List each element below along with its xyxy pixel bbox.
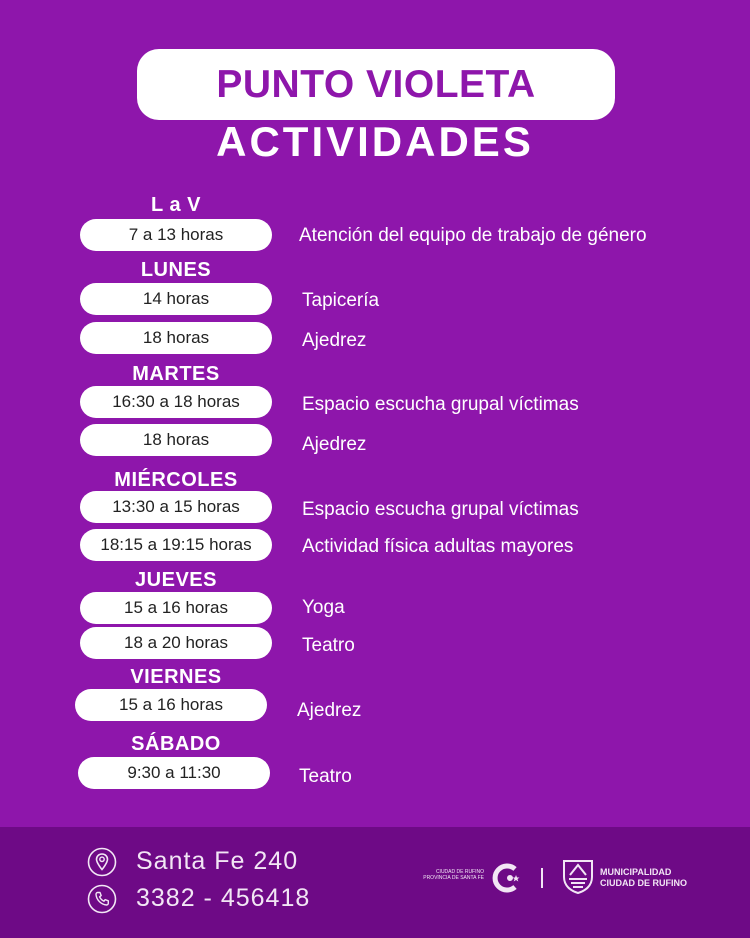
logo-caption-line: PROVINCIA DE SANTA FE [423, 875, 484, 881]
activity-label: Espacio escucha grupal víctimas [302, 394, 579, 415]
time-pill: 9:30 a 11:30 [78, 757, 270, 789]
activity-label: Espacio escucha grupal víctimas [302, 499, 579, 520]
location-pin-icon [87, 847, 117, 882]
time-pill: 13:30 a 15 horas [80, 491, 272, 523]
day-heading-lunes: LUNES [140, 259, 212, 281]
phone-text: 3382 - 456418 [136, 884, 311, 912]
logo-caption-line: CIUDAD DE RUFINO [435, 869, 484, 875]
time-pill: 7 a 13 horas [80, 219, 272, 251]
day-heading-jueves: JUEVES [135, 569, 217, 591]
municipality-line: CIUDAD DE RUFINO [600, 878, 687, 888]
logo-divider [541, 868, 543, 888]
time-pill: 18 a 20 horas [80, 627, 272, 659]
activity-label: Ajedrez [302, 434, 367, 455]
time-pill: 16:30 a 18 horas [80, 386, 272, 418]
municipality-name [600, 867, 687, 889]
activity-label: Ajedrez [302, 330, 367, 351]
city-logo-icon [488, 860, 524, 901]
activity-label: Ajedrez [297, 700, 362, 721]
time-pill: 15 a 16 horas [75, 689, 267, 721]
time-pill: 18 horas [80, 424, 272, 456]
day-heading-miercoles: MIÉRCOLES [114, 469, 238, 491]
activity-label: Atención del equipo de trabajo de género [299, 225, 647, 246]
footer-bar [0, 827, 750, 938]
city-logo-caption [418, 869, 484, 881]
page-title: PUNTO VIOLETA [216, 62, 536, 106]
phone-icon [87, 884, 117, 919]
day-heading-lav: L a V [151, 194, 201, 216]
title-banner [137, 49, 615, 120]
address-text: Santa Fe 240 [136, 847, 299, 875]
activity-label: Tapicería [302, 290, 380, 311]
day-heading-sabado: SÁBADO [131, 733, 221, 755]
day-heading-martes: MARTES [132, 363, 220, 385]
municipality-crest-icon [560, 857, 596, 900]
page-subtitle: ACTIVIDADES [216, 118, 534, 165]
activity-label: Teatro [299, 766, 352, 787]
time-pill: 18:15 a 19:15 horas [80, 529, 272, 561]
time-pill: 18 horas [80, 322, 272, 354]
activity-label: Actividad física adultas mayores [302, 536, 574, 557]
day-heading-viernes: VIERNES [130, 666, 222, 688]
activity-label: Teatro [302, 635, 355, 656]
activity-label: Yoga [302, 597, 345, 618]
municipality-line: MUNICIPALIDAD [600, 867, 672, 877]
time-pill: 15 a 16 horas [80, 592, 272, 624]
time-pill: 14 horas [80, 283, 272, 315]
